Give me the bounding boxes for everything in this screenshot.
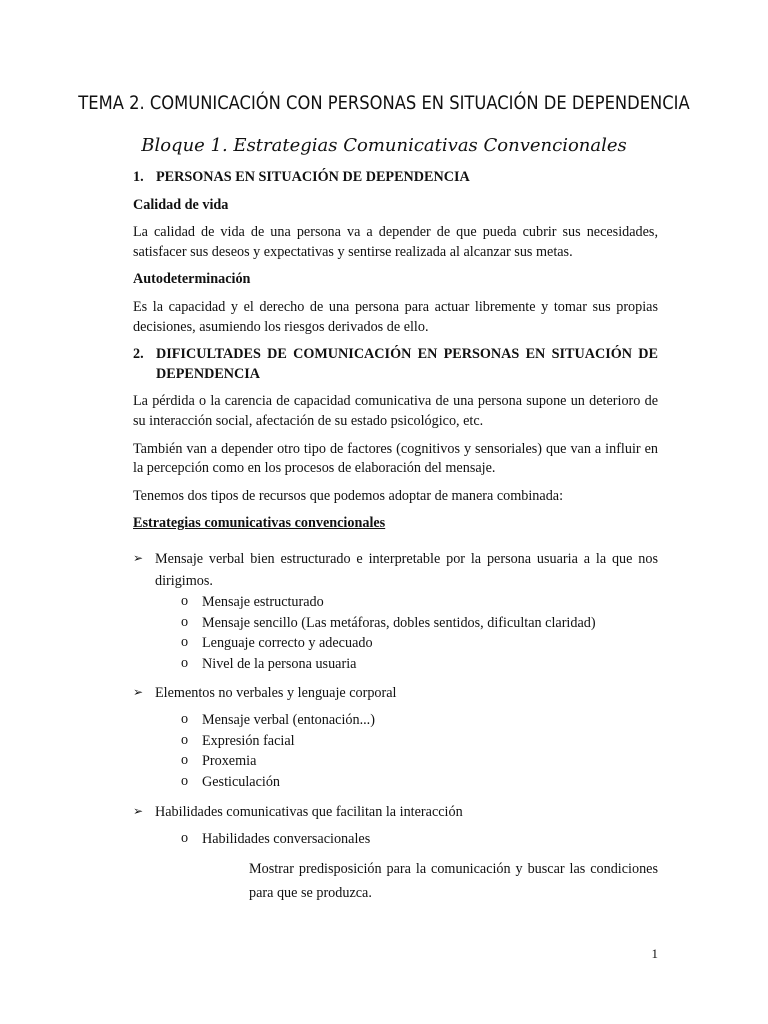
sub-list-item-text: Habilidades conversacionales [202,830,371,847]
sub-list-item [181,654,658,675]
arrow-bullet-icon: ➢ [133,550,144,565]
section-2-heading [133,345,658,384]
sub-list-item-text: Lenguaje correcto y adecuado [202,635,373,652]
arrow-bullet-icon: ➢ [133,803,144,818]
sub-list-item [181,633,658,654]
circle-bullet-icon: o [181,654,189,671]
calidad-paragraph: La calidad de vida de una persona va a depender de que pueda cubrir sus necesidades, satisfacer sus deseos y expectativas y sentirse realizada al alcanzar sus metas. [133,224,658,260]
list-item-text: Habilidades comunicativas que facilitan la interacción [155,803,463,820]
autodeterminacion-paragraph: Es la capacidad y el derecho de una persona para actuar libremente y tomar sus propias decisiones, asumiendo los riesgos derivados de ello. [133,298,658,335]
circle-bullet-icon: o [181,634,189,651]
list-item [133,548,658,592]
section-number: 1. [133,169,144,185]
section-title: DIFICULTADES DE COMUNICACIÓN EN PERSONAS EN SITUACIÓN DE DEPENDENCIA [156,346,658,382]
paragraph: La pérdida o la carencia de capacidad comunicativa de una persona supone un deterioro de su interacción social, afectación de su estado psicológico, etc. [133,393,658,429]
sub-list-item [181,613,658,634]
sub-list-item-text: Proxemia [202,753,257,770]
document-title: TEMA 2. COMUNICACIÓN CON PERSONAS EN SITUACIÓN DE DEPENDENCIA [78,92,690,114]
paragraph: También van a depender otro tipo de factores (cognitivos y sensoriales) que van a influir en la percepción como en los procesos de elaboración del mensaje. [133,440,658,477]
sub-list-item-text: Nivel de la persona usuaria [202,655,357,672]
sub-list-item-text: Expresión facial [202,732,295,749]
page-number: 1 [651,946,658,961]
calidad-heading: Calidad de vida [133,196,229,213]
circle-bullet-icon: o [181,731,189,748]
list-item [133,682,658,704]
underlined-heading: Estrategias comunicativas convencionales [133,515,386,532]
sub-list-item-text: Mensaje estructurado [202,593,324,610]
sub-list-item [181,751,658,772]
sub-list-item-text: Mensaje sencillo (Las metáforas, dobles sentidos, dificultan claridad) [202,614,596,631]
sub-list-item-text: Mensaje verbal (entonación...) [202,712,375,729]
sub-sub-list-item-text: Mostrar predisposición para la comunicación y buscar las condiciones para que se produzca. [249,861,658,902]
document-subtitle: Bloque 1. Estrategias Comunicativas Convencionales [141,135,627,156]
sub-list-item [181,829,658,850]
paragraph: Tenemos dos tipos de recursos que podemos adoptar de manera combinada: [133,487,564,504]
section-title: PERSONAS EN SITUACIÓN DE DEPENDENCIA [156,169,470,185]
sub-list-item [181,731,658,752]
sub-sub-list-item [228,857,658,905]
list-item [133,801,658,823]
sub-list-item-text: Gesticulación [202,774,281,791]
circle-bullet-icon: o [181,592,189,609]
autodeterminacion-heading: Autodeterminación [133,271,251,288]
square-bullet-icon [228,857,249,905]
sub-list-item [181,710,658,731]
circle-bullet-icon: o [181,829,189,846]
list-item-text: Elementos no verbales y lenguaje corporal [155,685,397,702]
document-body [133,168,658,905]
list-item-text: Mensaje verbal bien estructurado e interpretable por la persona usuaria a la que nos dirigimos. [155,550,658,589]
circle-bullet-icon: o [181,613,189,630]
section-1-heading [133,168,658,188]
arrow-bullet-icon: ➢ [133,685,144,700]
sub-list-item [181,592,658,613]
circle-bullet-icon: o [181,773,189,790]
sub-list-item [181,772,658,793]
circle-bullet-icon: o [181,711,189,728]
section-number: 2. [133,346,144,363]
circle-bullet-icon: o [181,752,189,769]
